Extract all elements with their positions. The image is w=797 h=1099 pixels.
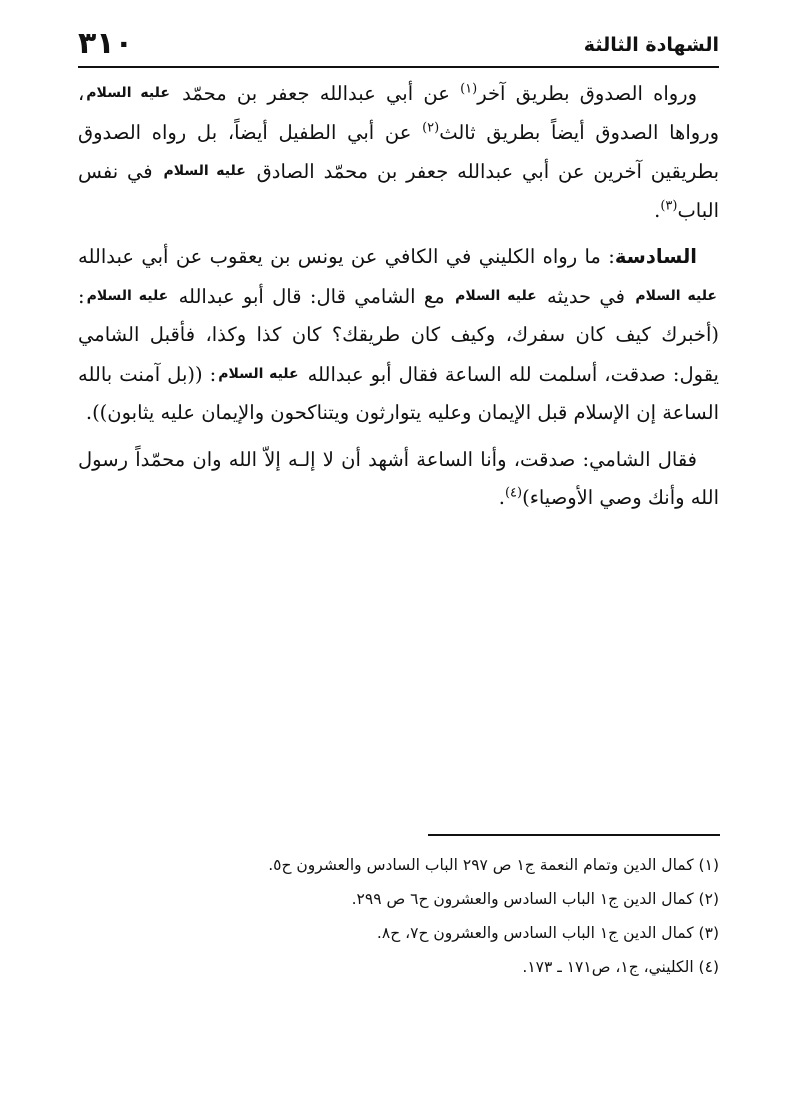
honorific-mark: عليه السلام: [86, 287, 169, 304]
footnotes: [78, 848, 719, 984]
footnote-marker-4: (٤): [504, 485, 523, 501]
paragraph-3: [78, 441, 719, 518]
footnote-rule: [428, 834, 720, 836]
honorific-mark: عليه السلام: [635, 287, 717, 304]
text-segment: في نفس الباب: [78, 160, 719, 222]
text-segment: مع الشامي قال: قال أبو عبدالله: [170, 284, 454, 308]
paragraph-lead: السادسة: [614, 245, 697, 268]
text-segment: ورواه الصدوق بطريق آخر: [477, 82, 697, 105]
running-title: الشهادة الثالثة: [583, 34, 719, 56]
footnote-3: (٣) كمال الدين ج١ الباب السادس والعشرون ح٧، ح٨.: [376, 924, 719, 942]
footnote-marker-3: (٣): [660, 198, 678, 213]
header-rule: [78, 66, 719, 68]
honorific-mark: عليه السلام: [86, 85, 170, 101]
page-number: ٣١٠: [78, 26, 133, 61]
paragraph-1: [78, 74, 719, 230]
text-segment: .: [498, 486, 505, 509]
text-segment: عن أبي الطفيل أيضاً، بل رواه الصدوق بطريقين آخرين عن أبي عبدالله جعفر بن محمّد الصادق: [78, 120, 720, 183]
text-segment: في حديثه: [538, 284, 634, 308]
footnote-2: (٢) كمال الدين ج١ الباب السادس والعشرون ح٦ ص ٢٩٩.: [351, 890, 719, 908]
text-segment: ، ورواها الصدوق أيضاً بطريق ثالث: [78, 82, 720, 144]
footnote-4: (٤) الكليني، ج١، ص١٧١ ـ ١٧٣.: [522, 958, 719, 976]
main-text: [78, 74, 719, 526]
honorific-mark: عليه السلام: [218, 365, 299, 382]
text-segment: فقال الشامي: صدقت، وأنا الساعة أشهد أن لا إلـه إلاّ الله وان محمّداً رسول الله وأنك وصي الأوصياء): [78, 447, 719, 509]
text-segment: عن أبي عبدالله جعفر بن محمّد: [171, 82, 461, 105]
honorific-mark: عليه السلام: [163, 163, 246, 179]
footnote-1: (١) كمال الدين وتمام النعمة ج١ ص ٢٩٧ الباب السادس والعشرون ح٥.: [268, 856, 719, 874]
page-header: [78, 28, 719, 68]
footnote-marker-2: (٢): [422, 120, 440, 135]
paragraph-2: [78, 238, 719, 433]
footnote-marker-1: (١): [460, 81, 478, 97]
text-segment: : (أخبرك كيف كان سفرك، وكيف كان طريقك؟ كان كذا وكذا، فأقبل الشامي يقول: صدقت، أسلمت لله الساعة فقال أبو عبدالله: [78, 284, 719, 386]
text-segment: : ((بل آمنت بالله الساعة إن الإسلام قبل الإيمان وعليه يتوارثون ويتناكحون والإيمان عليه يثابون)).: [78, 362, 719, 424]
honorific-mark: عليه السلام: [455, 287, 537, 304]
text-segment: : ما رواه الكليني في الكافي عن يونس بن يعقوب عن أبي عبدالله: [78, 245, 615, 268]
text-segment: .: [654, 198, 661, 222]
